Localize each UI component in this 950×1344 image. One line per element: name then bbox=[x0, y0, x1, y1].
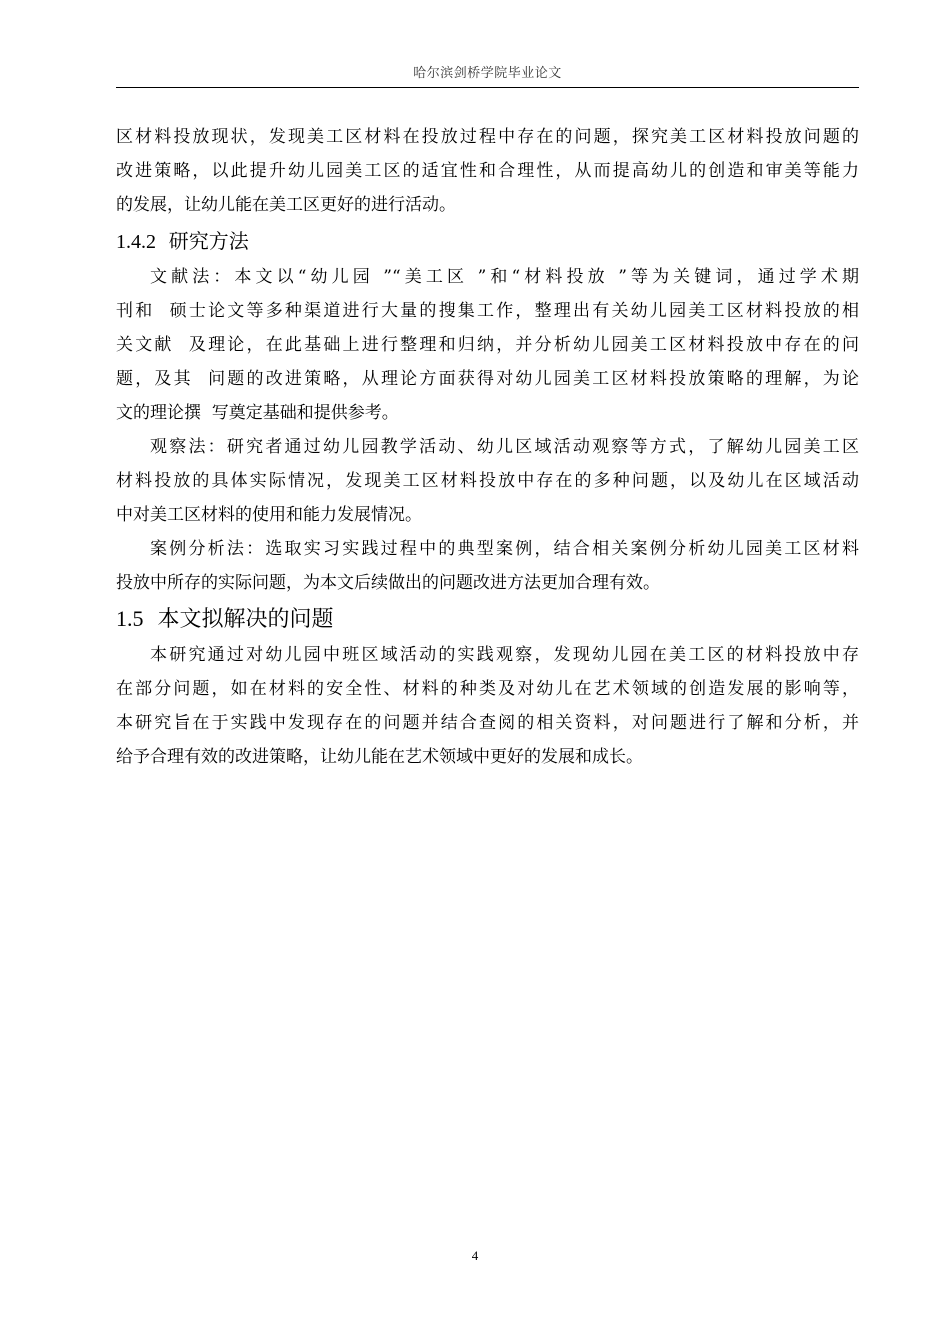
section-heading-1-5 bbox=[116, 605, 859, 633]
header-divider bbox=[116, 87, 859, 88]
section-title: 本文拟解决的问题 bbox=[157, 607, 334, 632]
observation-method-paragraph bbox=[116, 430, 859, 532]
text-line: 改进策略，以此提升幼儿园美工区的适宜性和合理性，从而提高幼儿的创造和审美等能力 bbox=[116, 161, 859, 181]
text-line: 材料投放的具体实际情况，发现美工区材料投放中存在的多种问题，以及幼儿在区域活动 bbox=[116, 471, 859, 491]
text-line: 在部分问题，如在材料的安全性、材料的种类及对幼儿在艺术领域的创造发展的影响等， bbox=[116, 679, 859, 699]
text-line: 刊和 硕士论文等多种渠道进行大量的搜集工作，整理出有关幼儿园美工区材料投放的相 bbox=[116, 301, 859, 321]
section-number: 1.4.2 bbox=[116, 231, 156, 253]
running-header: 哈尔滨剑桥学院毕业论文 bbox=[413, 66, 562, 81]
text-line: 文献法：本文以“幼儿园 ”“美工区 ”和“材料投放 ”等为关键词，通过学术期 bbox=[150, 267, 859, 287]
text-line: 案例分析法：选取实习实践过程中的典型案例，结合相关案例分析幼儿园美工区材料 bbox=[150, 539, 859, 559]
text-line: 的发展，让幼儿能在美工区更好的进行活动。 bbox=[116, 195, 456, 215]
text-line: 给予合理有效的改进策略，让幼儿能在艺术领域中更好的发展和成长。 bbox=[116, 747, 643, 767]
text-line: 观察法：研究者通过幼儿园教学活动、幼儿区域活动观察等方式，了解幼儿园美工区 bbox=[150, 437, 859, 457]
section-title: 研究方法 bbox=[168, 229, 249, 253]
text-line: 中对美工区材料的使用和能力发展情况。 bbox=[116, 505, 422, 525]
text-line: 关文献 及理论，在此基础上进行整理和归纳，并分析幼儿园美工区材料投放中存在的问 bbox=[116, 335, 859, 355]
section-heading-1-4-2 bbox=[116, 228, 859, 254]
text-line: 题，及其 问题的改进策略，从理论方面获得对幼儿园美工区材料投放策略的理解，为论 bbox=[116, 369, 859, 389]
text-line: 投放中所存的实际问题，为本文后续做出的问题改进方法更加合理有效。 bbox=[116, 573, 660, 593]
section-number: 1.5 bbox=[116, 606, 144, 631]
text-line: 本研究通过对幼儿园中班区域活动的实践观察，发现幼儿园在美工区的材料投放中存 bbox=[150, 645, 859, 665]
text-line: 区材料投放现状，发现美工区材料在投放过程中存在的问题，探究美工区材料投放问题的 bbox=[116, 127, 859, 147]
intro-paragraph bbox=[116, 120, 859, 222]
page-number: 4 bbox=[471, 1248, 479, 1263]
problems-paragraph bbox=[116, 638, 859, 774]
case-analysis-paragraph bbox=[116, 532, 859, 600]
text-line: 本研究旨在于实践中发现存在的问题并结合查阅的相关资料，对问题进行了解和分析，并 bbox=[116, 713, 859, 733]
literature-method-paragraph bbox=[116, 260, 859, 430]
page-body bbox=[116, 120, 859, 774]
text-line: 文的理论撰 写奠定基础和提供参考。 bbox=[116, 403, 399, 423]
